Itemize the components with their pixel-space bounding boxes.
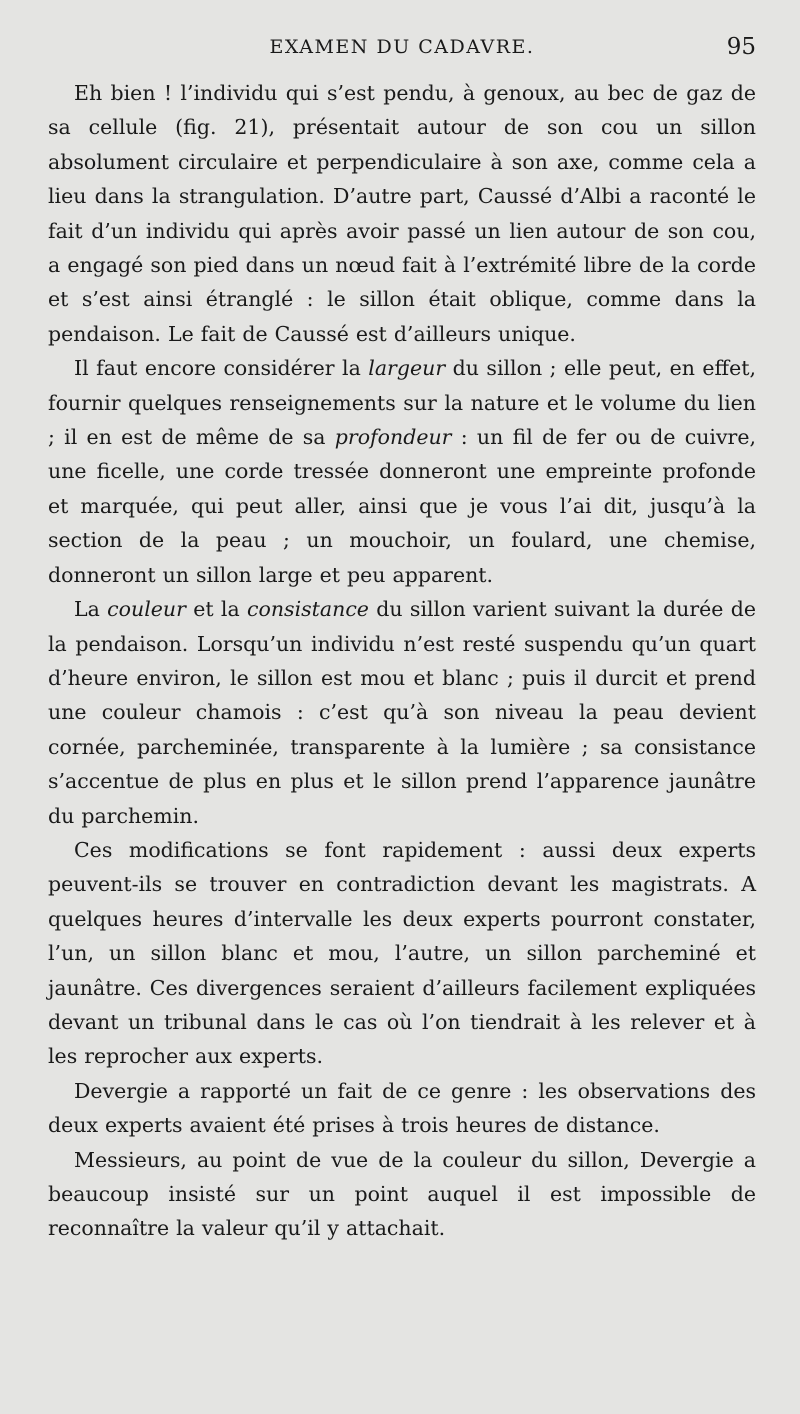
text-segment: du sillon ; elle peut, en effet, fournir quelques renseignements sur la nature et le volume du lien ; il en est de même de sa [48, 356, 756, 450]
page-number: 95 [726, 34, 756, 60]
text-segment: Ces modifications se font rapidement : aussi deux experts peuvent-ils se trouver en contradiction devant les magistrats. A quelques heures d’intervalle les deux experts pourront constater, l’un, un sillon blanc et mou, l’autre, un sillon parcheminé et jaunâtre. Ces divergences seraient d’ailleurs facilement expliquées devant un tribunal dans le cas où l’on tiendrait à les relever et à les reprocher aux experts. [48, 837, 756, 1069]
text-segment: du sillon varient suivant la durée de la pendaison. Lorsqu’un individu n’est resté suspendu qu’un quart d’heure environ, le sillon est mou et blanc ; puis il durcit et prend une couleur chamois : c’est qu’à son niveau la peau devient cornée, parcheminée, transparente à la lumière ; sa consistance s’accentue de plus en plus et le sillon prend l’apparence jaunâtre du parchemin. [48, 597, 756, 828]
running-title: EXAMEN DU CADAVRE. [269, 36, 535, 58]
emphasized-text: consistance [247, 597, 369, 622]
text-segment: Messieurs, au point de vue de la couleur du sillon, Devergie a beaucoup insisté sur un point auquel il est impossible de reconnaître la valeur qu’il y attachait. [48, 1147, 756, 1241]
paragraph [48, 592, 756, 833]
text-segment: Devergie a rapporté un fait de ce genre : les observations des deux experts avaient été prises à trois heures de distance. [48, 1078, 756, 1138]
text-segment: La [74, 597, 108, 622]
emphasized-text: couleur [107, 597, 186, 622]
paragraph [48, 1143, 756, 1246]
text-segment: et la [185, 597, 248, 622]
page-header [48, 34, 756, 64]
paragraph [48, 76, 756, 351]
text-segment: : un fil de fer ou de cuivre, une ficelle, une corde tressée donneront une empreinte profonde et marquée, qui peut aller, ainsi que je vous l’ai dit, jusqu’à la section de la peau ; un mouchoir, un foulard, une chemise, donneront un sillon large et peu apparent. [48, 425, 756, 587]
text-segment: Il faut encore considérer la [74, 356, 369, 381]
paragraph [48, 1074, 756, 1143]
paragraph [48, 351, 756, 592]
text-segment: Eh bien ! l’individu qui s’est pendu, à genoux, au bec de gaz de sa cellule (fig. 21), présentait autour de son cou un sillon absolument circulaire et perpendiculaire à son axe, comme cela a lieu dans la strangulation. D’autre part, Caussé d’Albi a raconté le fait d’un individu qui après avoir passé un lien autour de son cou, a engagé son pied dans un nœud fait à l’extrémité libre de la corde et s’est ainsi étranglé : le sillon était oblique, comme dans la pendaison. Le fait de Caussé est d’ailleurs unique. [48, 81, 756, 346]
emphasized-text: profondeur [334, 425, 452, 450]
body-text [48, 76, 756, 1246]
emphasized-text: largeur [368, 356, 446, 381]
paragraph [48, 833, 756, 1074]
